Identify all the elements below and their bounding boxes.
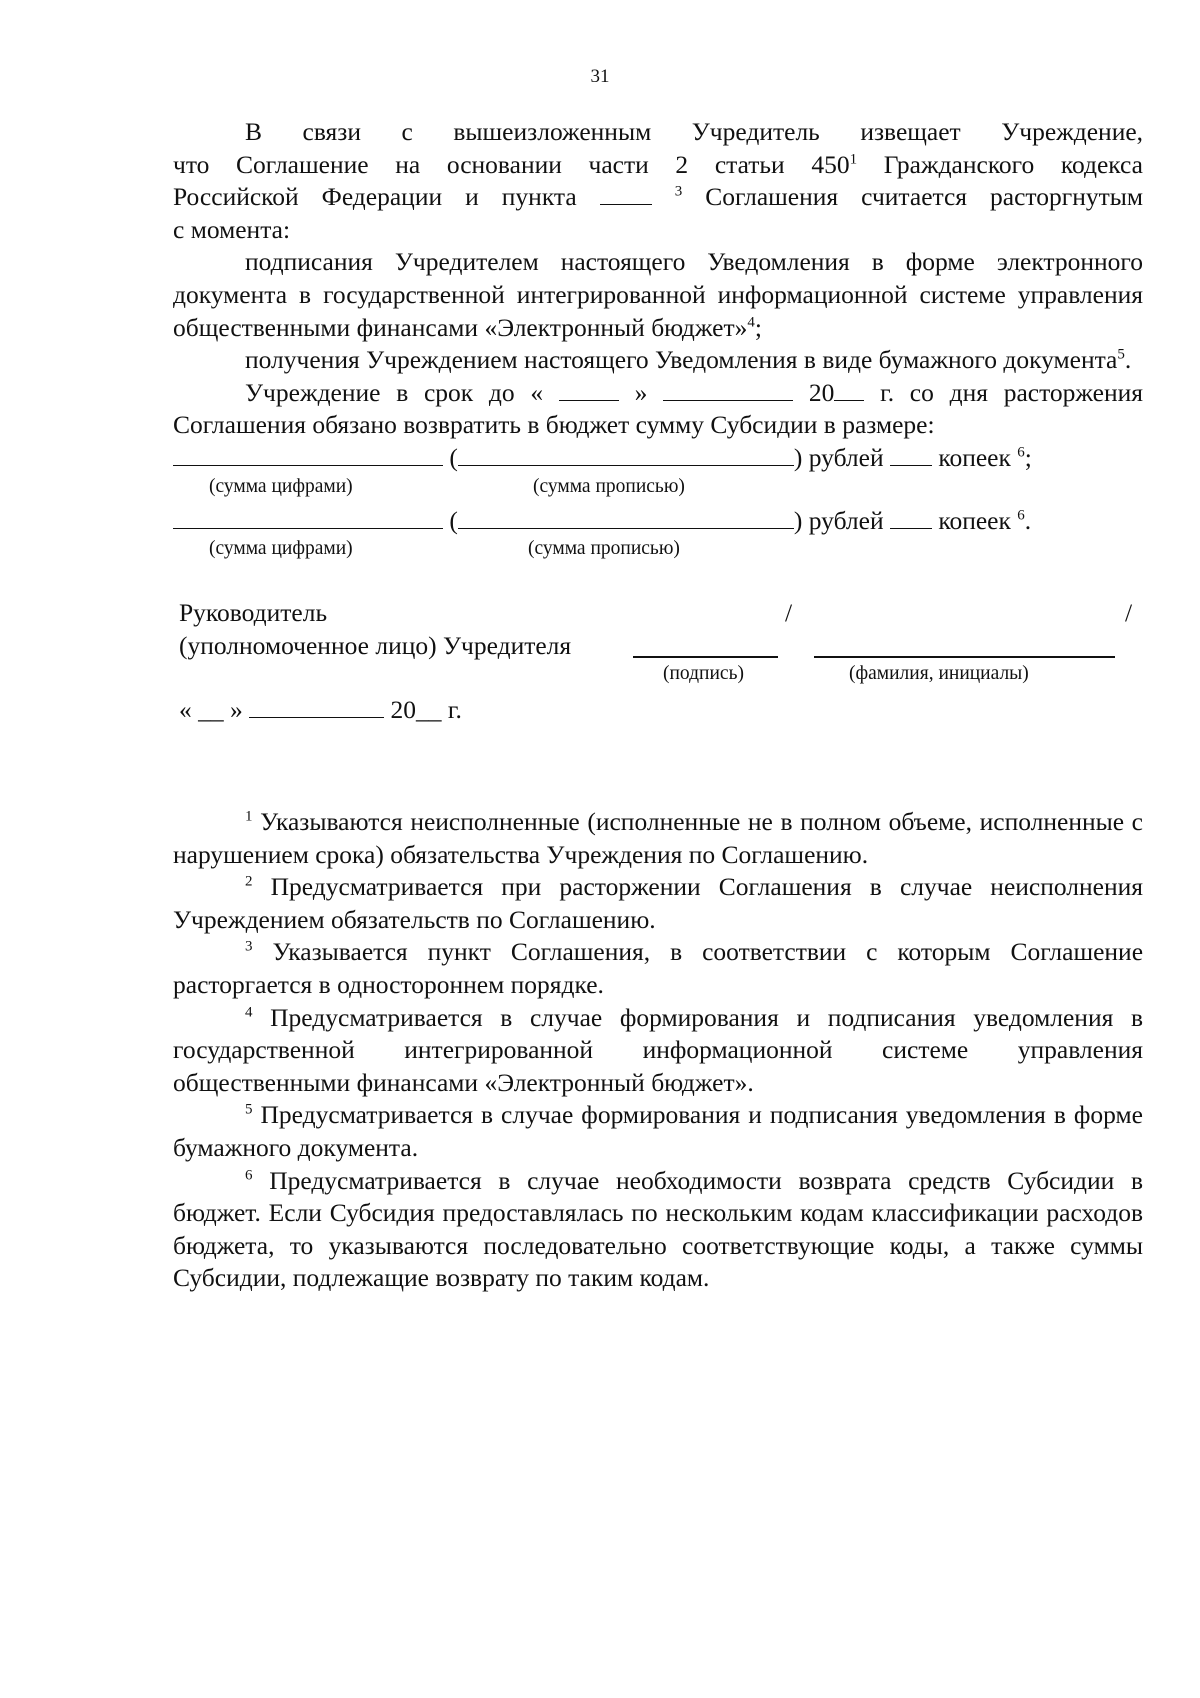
signature-blank[interactable]: [633, 636, 778, 658]
para4-line2: Соглашения обязано возвратить в бюджет сумму Субсидии в размере:: [173, 410, 935, 440]
para3: получения Учреждением настоящего Уведомления в виде бумажного документа$^5$.: [245, 345, 1132, 375]
year-blank[interactable]: [834, 378, 864, 401]
footnotes: [173, 806, 1143, 1295]
signature-captions: (подпись) (фамилия, инициалы): [663, 663, 1029, 685]
signature-line-2: (уполномоченное лицо) Учредителя: [173, 630, 1143, 663]
date-month-blank[interactable]: [249, 695, 384, 718]
signature-date: « __ » 20__ г.: [179, 695, 462, 725]
footnote-3: $^3$ Указывается пункт Соглашения, в соответствии с которым Соглашение расторгается в одностороннем порядке.: [173, 937, 1144, 999]
amount-digits-blank-2[interactable]: [173, 506, 443, 529]
amount-captions-2: (сумма цифрами) (сумма прописью): [209, 538, 680, 560]
footnote-4: $^4$ Предусматривается в случае формирования и подписания уведомления в государственной интегрированной информационной системе управления общественными финансами «Электронный бюджет».: [173, 1002, 1143, 1097]
amount-digits-blank-1[interactable]: [173, 443, 443, 466]
clause-blank[interactable]: [600, 182, 652, 205]
amount-row-1: ( ) рублей копеек $^6$;: [173, 442, 1143, 475]
footnote-1: $^1$ Указываются неисполненные (исполненные не в полном объеме, исполненные с нарушением срока) обязательства Учреждения по Соглашению.: [173, 807, 1144, 869]
day-blank[interactable]: [559, 378, 619, 401]
footnote-2: $^2$ Предусматривается при расторжении Соглашения в случае неисполнения Учреждением обязательств по Соглашению.: [173, 872, 1144, 934]
para2: подписания Учредителем настоящего Уведомления в форме электронного документа в государственной интегрированной информационной системе управления общественными финансами «Электронный бюджет»$^4$;: [173, 247, 1143, 342]
para1-line1: В связи с вышеизложенным Учредитель извещает Учреждение,: [245, 117, 1144, 146]
signature-line-1: Руководитель / /: [179, 598, 1133, 628]
page-number: 31: [590, 66, 610, 87]
kopeks-blank-2[interactable]: [890, 506, 932, 529]
name-blank[interactable]: [814, 636, 1115, 658]
notice-body: [173, 116, 1143, 727]
para1-line4: с момента:: [173, 214, 291, 244]
footnote-5: $^5$ Предусматривается в случае формирования и подписания уведомления в форме бумажного документа.: [173, 1100, 1143, 1162]
amount-words-blank-2[interactable]: [458, 506, 794, 529]
amount-row-2: ( ) рублей копеек $^6$.: [173, 505, 1143, 538]
para1-line3: Российской Федерации и пункта $^3$ Соглашения считается расторгнутым: [173, 182, 1143, 212]
para1-line2: что Соглашение на основании части 2 статьи $450^1$ Гражданского кодекса: [173, 149, 1143, 179]
footnote-6: $^6$ Предусматривается в случае необходимости возврата средств Субсидии в бюджет. Если Субсидия предоставлялась по нескольким кодам классификации расходов бюджета, то указываются последовательно соответствующие коды, а также суммы Субсидии, подлежащие возврату по таким кодам.: [173, 1165, 1144, 1293]
para4-line1: Учреждение в срок до « » 20 г. со дня расторжения: [245, 377, 1144, 407]
kopeks-blank-1[interactable]: [890, 443, 932, 466]
month-blank[interactable]: [663, 378, 793, 401]
amount-words-blank-1[interactable]: [458, 443, 794, 466]
amount-captions-1: (сумма цифрами) (сумма прописью): [209, 475, 685, 497]
